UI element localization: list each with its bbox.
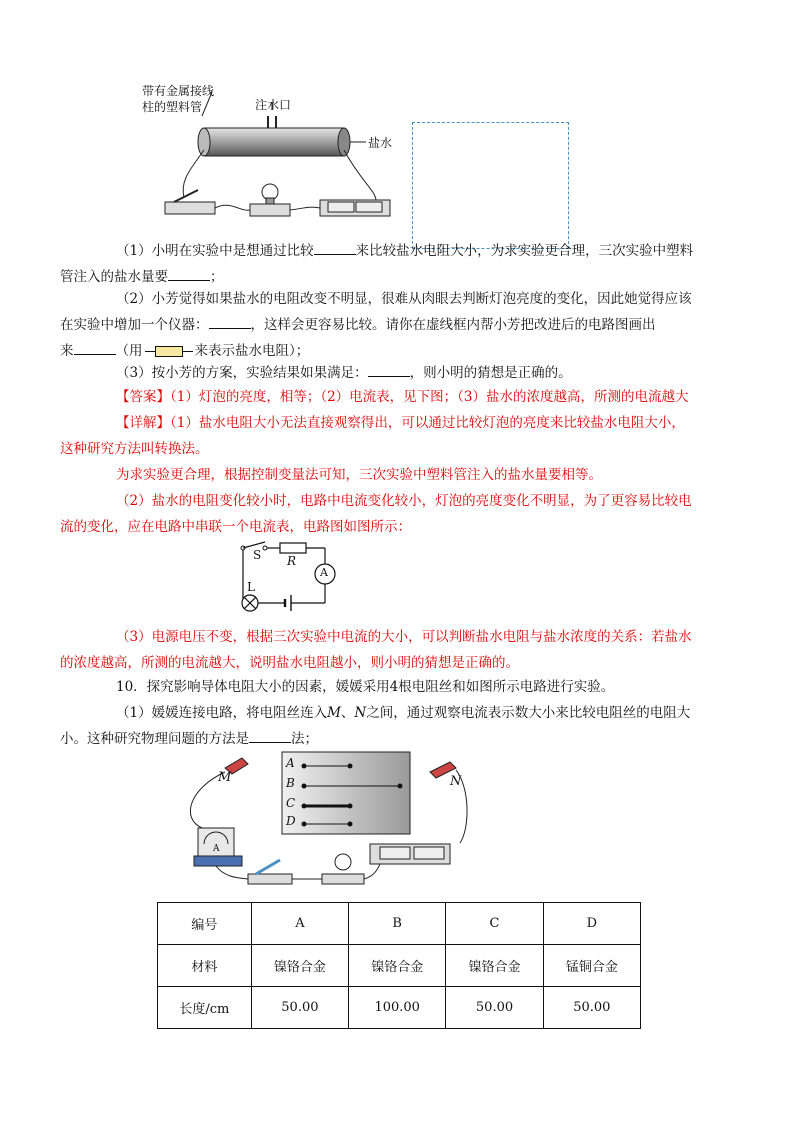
ammeter-face-label: A [213, 844, 220, 854]
clip-label-m: M [218, 770, 232, 785]
question-1: （1）小明在实验中是想通过比较 来比较盐水电阻大小，为求实验更合理，三次实验中塑料 管注入的盐水量要 ； [88, 238, 728, 290]
ammeter-label: A [320, 566, 328, 579]
answer-blank[interactable] [168, 266, 210, 281]
circuit-drawing [225, 540, 355, 620]
clip-label-n: N [450, 774, 462, 789]
answer-blank[interactable] [209, 314, 251, 329]
switch-label: S [253, 548, 262, 562]
resistor-label: R [287, 554, 297, 568]
resistance-wire-figure [170, 748, 490, 898]
tube-label-line1: 带有金属接线 [142, 84, 215, 98]
inlet-label: 注水口 [255, 98, 292, 112]
table-cell: 镍铬合金 [349, 945, 446, 987]
tube-label-line2: 柱的塑料管 [142, 100, 203, 114]
table-row [158, 987, 641, 1029]
table-cell: 镍铬合金 [446, 945, 543, 987]
answer-blank[interactable] [74, 340, 116, 355]
question-3: （3）按小芳的方案，实验结果如果满足： ，则小明的猜想是正确的。 [88, 360, 728, 386]
question-10-title: 10．探究影响导体电阻大小的因素，媛媛采用4根电阻丝和如图所示电路进行实验。 [116, 679, 615, 695]
salt-water-apparatus-figure [142, 80, 410, 230]
table-cell: 材料 [158, 945, 252, 987]
resistance-wire-table [157, 902, 641, 1029]
lamp-label: L [247, 580, 255, 594]
table-row [158, 945, 641, 987]
resistor-icon [155, 346, 183, 357]
table-header-cell: A [251, 903, 348, 945]
table-cell: 50.00 [543, 987, 640, 1029]
detail-paragraph-2: 为求实验更合理，根据控制变量法可知，三次实验中塑料管注入的盐水量要相等。 [116, 467, 602, 483]
dashed-drawing-box [412, 122, 569, 249]
answer-tag: 【答案】 [116, 389, 170, 405]
answer-line [88, 384, 728, 410]
detail-paragraph-1: 【详解】（1）盐水电阻大小无法直接观察得出，可以通过比较灯泡的亮度来比较盐水电阻大小， 这种研究方法叫转换法。 [60, 415, 685, 457]
table-header-cell: 编号 [158, 903, 252, 945]
table-header-cell: D [543, 903, 640, 945]
salt-water-label: 盐水 [368, 136, 393, 150]
table-cell: 100.00 [349, 987, 446, 1029]
table-cell: 镍铬合金 [251, 945, 348, 987]
detail-tag: 【详解】 [116, 415, 170, 431]
table-header-cell: C [446, 903, 543, 945]
wire-label-d: D [286, 814, 296, 828]
answer-blank[interactable] [368, 362, 410, 377]
answer-text: （1）灯泡的亮度，相等；（2）电流表，见下图；（3）盐水的浓度越高，所测的电流越大 [170, 389, 689, 405]
table-header-row [158, 903, 641, 945]
question-2: （2）小芳觉得如果盐水的电阻改变不明显，很难从肉眼去判断灯泡亮度的变化，因此她觉得应该 在实验中增加一个仪器： ，这样会更容易比较。请你在虚线框内帮小芳把改进后的电路图画出 来 （用 来表示盐水电阻）； [60, 291, 692, 359]
detail-paragraph-3: （2）盐水的电阻变化较小时，电路中电流变化较小，灯泡的亮度变化不明显，为了更容易比较电 流的变化，应在电路中串联一个电流表，电路图如图所示： [60, 493, 692, 535]
question-10-part1: （1）媛媛连接电路，将电阻丝连入M、N之间，通过观察电流表示数大小来比较电阻丝的电阻大 小。这种研究物理问题的方法是 法； [60, 705, 691, 747]
detail-paragraph-4: （3）电源电压不变，根据三次实验中电流的大小，可以判断盐水电阻与盐水浓度的关系：若盐水 的浓度越高，所测的电流越大，说明盐水电阻越小，则小明的猜想是正确的。 [60, 629, 692, 671]
table-cell: 50.00 [446, 987, 543, 1029]
table-header-cell: B [349, 903, 446, 945]
table-cell: 50.00 [251, 987, 348, 1029]
table-cell: 锰铜合金 [543, 945, 640, 987]
circuit-diagram [225, 540, 355, 620]
answer-blank[interactable] [314, 240, 356, 255]
answer-blank[interactable] [249, 728, 291, 743]
table-cell: 长度/cm [158, 987, 252, 1029]
wire-label-c: C [286, 796, 296, 810]
wire-label-b: B [286, 776, 295, 790]
wire-label-a: A [286, 756, 295, 770]
